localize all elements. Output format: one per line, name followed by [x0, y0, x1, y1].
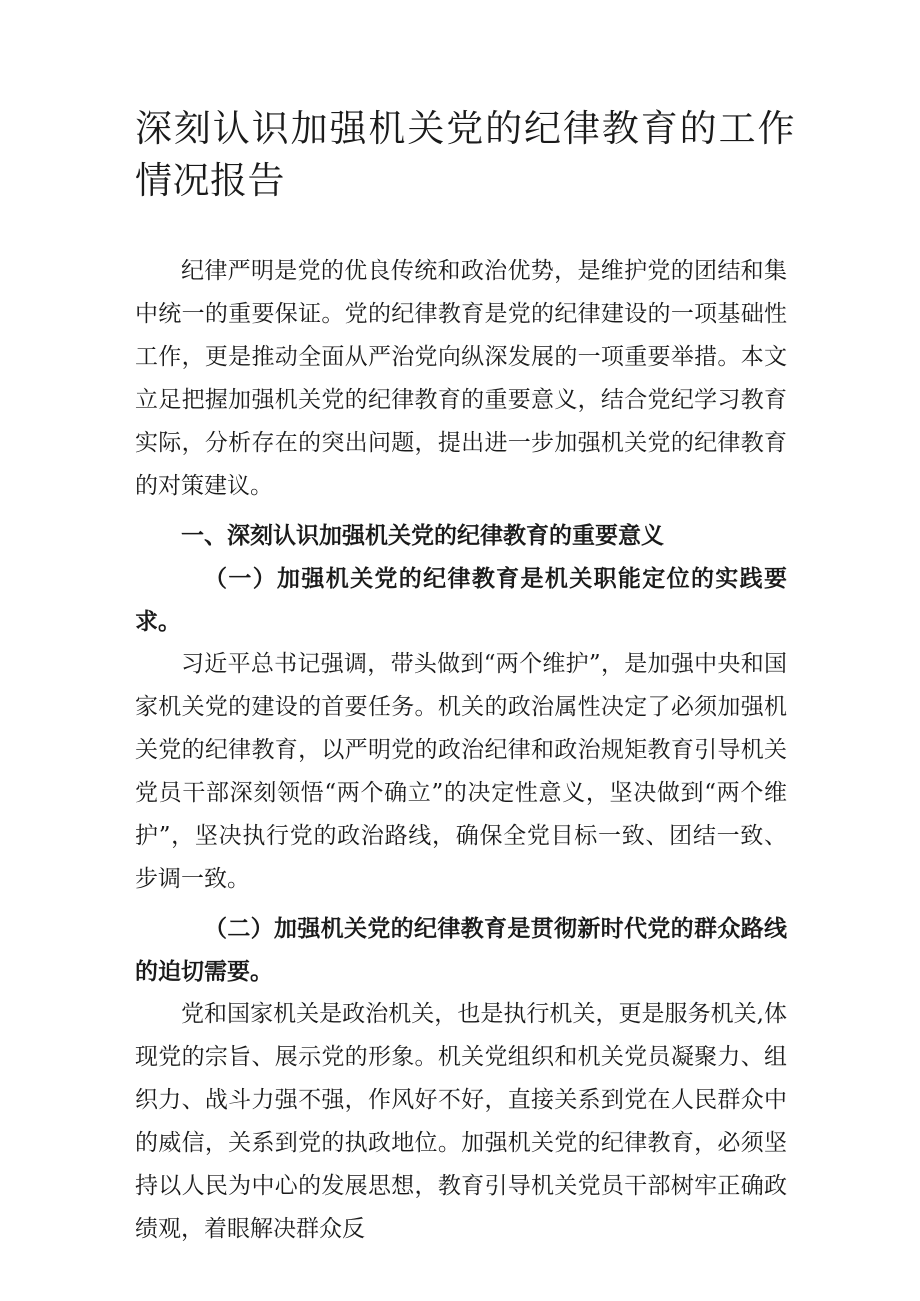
subsection-1-paragraph: 习近平总书记强调，带头做到“两个维护”，是加强中央和国家机关党的建设的首要任务。机关的政治属性决定了必须加强机关党的纪律教育，以严明党的政治纪律和政治规矩教育引导机关党员干部深刻领悟“两个确立”的决定性意义，坚决做到“两个维护”，坚决执行党的政治路线，确保全党目标一致、团结一致、步调一致。: [135, 651, 787, 892]
subsection-1-heading: （一）加强机关党的纪律教育是机关职能定位的实践要求。: [135, 565, 787, 635]
intro-paragraph: 纪律严明是党的优良传统和政治优势，是维护党的团结和集中统一的重要保证。党的纪律教育是党的纪律建设的一项基础性工作，更是推动全面从严治党向纵深发展的一项重要举措。本文立足把握加强机关党的纪律教育的重要意义，结合党纪学习教育实际，分析存在的突出问题，提出进一步加强机关党的纪律教育的对策建议。: [135, 258, 787, 499]
document-title: 深刻认识加强机关党的纪律教育的工作情况报告: [135, 107, 795, 202]
subsection-2-heading: （二）加强机关党的纪律教育是贯彻新时代党的群众路线的迫切需要。: [135, 915, 787, 985]
document-body: [135, 250, 787, 1251]
subsection-2-paragraph: 党和国家机关是政治机关，也是执行机关，更是服务机关,体现党的宗旨、展示党的形象。机关党组织和机关党员凝聚力、组织力、战斗力强不强，作风好不好，直接关系到党在人民群众中的威信，关系到党的执政地位。加强机关党的纪律教育，必须坚持以人民为中心的发展思想，教育引导机关党员干部树牢正确政绩观，着眼解决群众反: [135, 1001, 787, 1242]
section-1-heading: 一、深刻认识加强机关党的纪律教育的重要意义: [181, 522, 664, 549]
